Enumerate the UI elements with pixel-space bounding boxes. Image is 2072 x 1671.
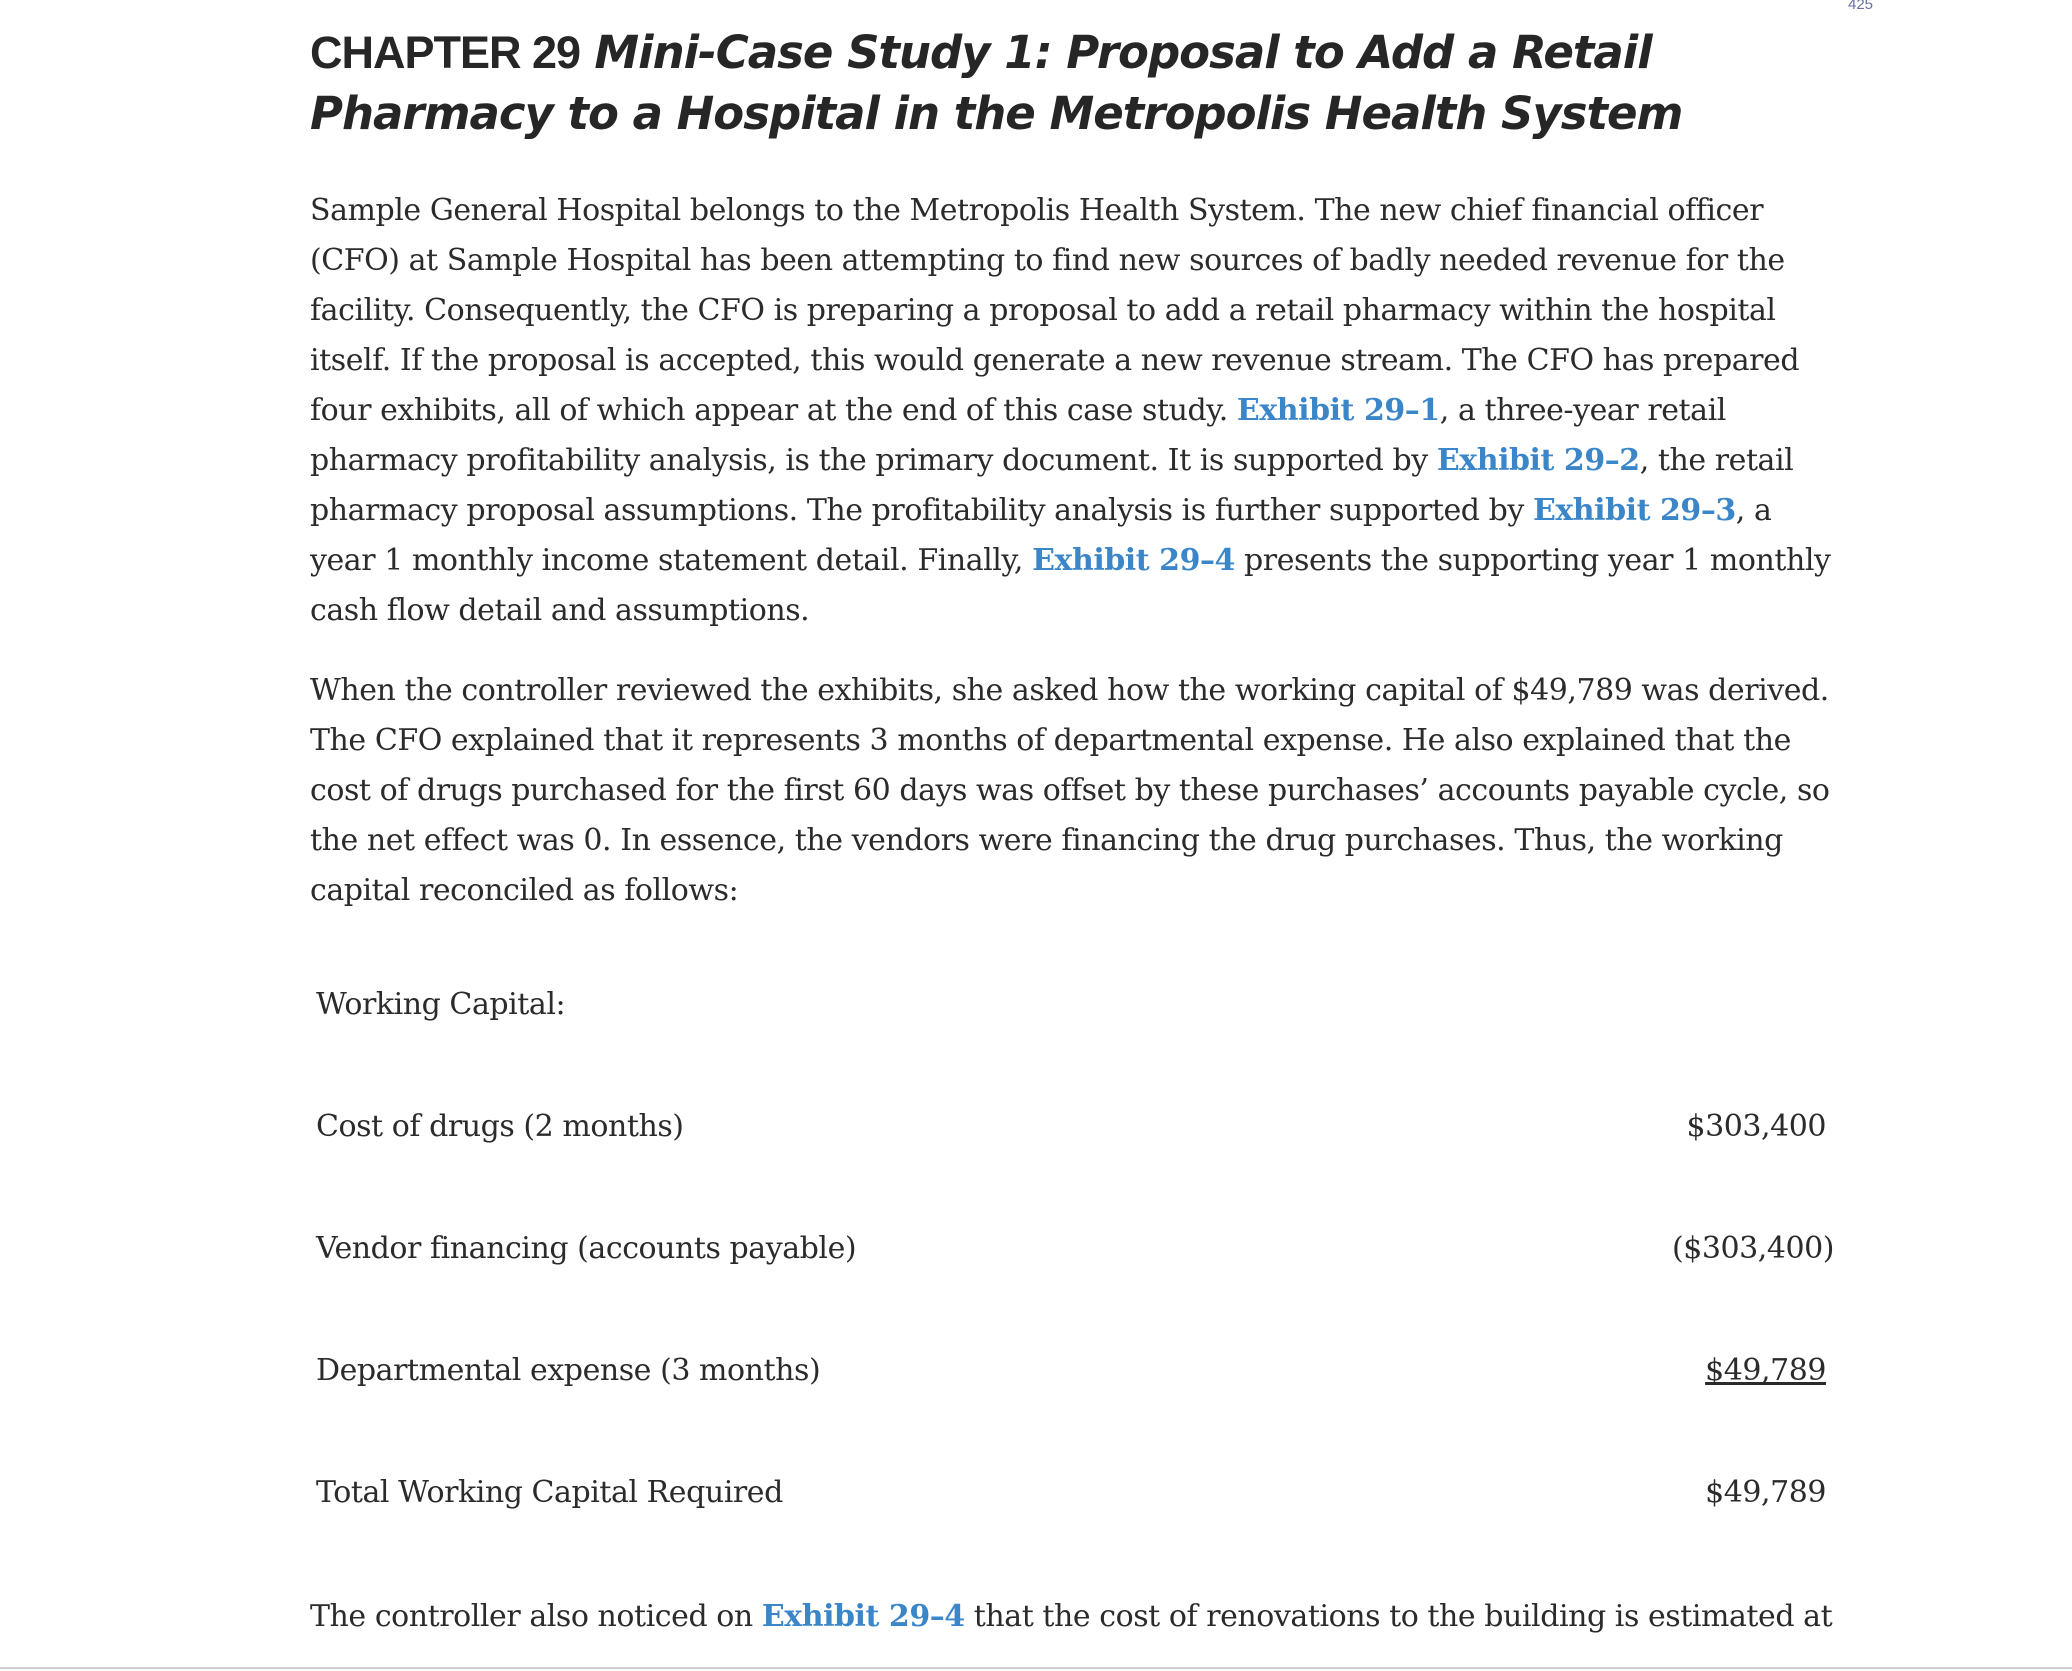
row-label-total-working-capital: Total Working Capital Required [316,1475,783,1510]
controller-paragraph: When the controller reviewed the exhibits, she asked how the working capital of $49,789 was derived. The CFO explained that it represents 3 months of departmental expense. He also explained that the cost of drugs purchased for the first 60 days was offset by these purchases’ accounts payable cycle, so the net effect was 0. In essence, the vendors were financing the drug purchases. Thus, the working capital reconciled as follows: [310,673,1830,908]
renovation-text-1: The controller also noticed on [310,1599,762,1634]
chapter-label: CHAPTER 29 [310,27,581,78]
document-body [310,22,1840,916]
renovation-paragraph [310,1592,1840,1642]
working-capital-heading-row [316,985,1826,1107]
page-number: 425 [1848,0,1874,13]
row-amount-cost-of-drugs: $303,400 [1686,1109,1826,1144]
row-amount-total-working-capital: $49,789 [1705,1475,1826,1510]
exhibit-29-3-link[interactable]: Exhibit 29–3 [1532,493,1736,528]
intro-text-3: , the retail pharmacy proposal assumptions. The profitability analysis is further supported by [310,443,1794,528]
intro-text-4: , a year 1 monthly income statement detail. Finally, [310,493,1772,578]
row-label-cost-of-drugs: Cost of drugs (2 months) [316,1109,684,1144]
intro-text-2: , a three-year retail pharmacy profitability analysis, is the primary document. It is supported by [310,393,1726,478]
chapter-title-line-2: Pharmacy to a Hospital in the Metropolis Health System [310,87,1683,140]
working-capital-table [316,985,1834,1595]
row-amount-vendor-financing: ($303,400) [1671,1231,1834,1266]
working-capital-heading: Working Capital: [316,987,566,1022]
table-row [316,1107,1826,1229]
exhibit-29-4-link[interactable]: Exhibit 29–4 [1032,543,1235,578]
table-row [316,1351,1826,1473]
exhibit-29-2-link[interactable]: Exhibit 29–2 [1436,443,1640,478]
renovation-text-2: that the cost of renovations to the building is estimated at [964,1599,1833,1634]
intro-text-5: presents the supporting year 1 monthly cash flow detail and assumptions. [310,543,1831,628]
table-row-total [316,1473,1826,1595]
page-bottom-divider [0,1667,2072,1669]
chapter-title-line-1: Mini-Case Study 1: Proposal to Add a Retail [594,26,1652,79]
table-row [316,1229,1834,1351]
intro-text-1: Sample General Hospital belongs to the Metropolis Health System. The new chief financial officer (CFO) at Sample Hospital has been attempting to find new sources of badly needed revenue for the facility. Consequently, the CFO is preparing a proposal to add a retail pharmacy within the hospital itself. If the proposal is accepted, this would generate a new revenue stream. The CFO has prepared four exhibits, all of which appear at the end of this case study. [310,193,1800,428]
row-amount-departmental-expense: $49,789 [1705,1353,1826,1388]
chapter-heading [310,22,1840,144]
exhibit-29-1-link[interactable]: Exhibit 29–1 [1236,393,1440,428]
row-label-departmental-expense: Departmental expense (3 months) [316,1353,821,1388]
exhibit-29-4-link-2[interactable]: Exhibit 29–4 [761,1599,965,1634]
row-label-vendor-financing: Vendor financing (accounts payable) [316,1231,857,1266]
intro-paragraph [310,186,1840,636]
